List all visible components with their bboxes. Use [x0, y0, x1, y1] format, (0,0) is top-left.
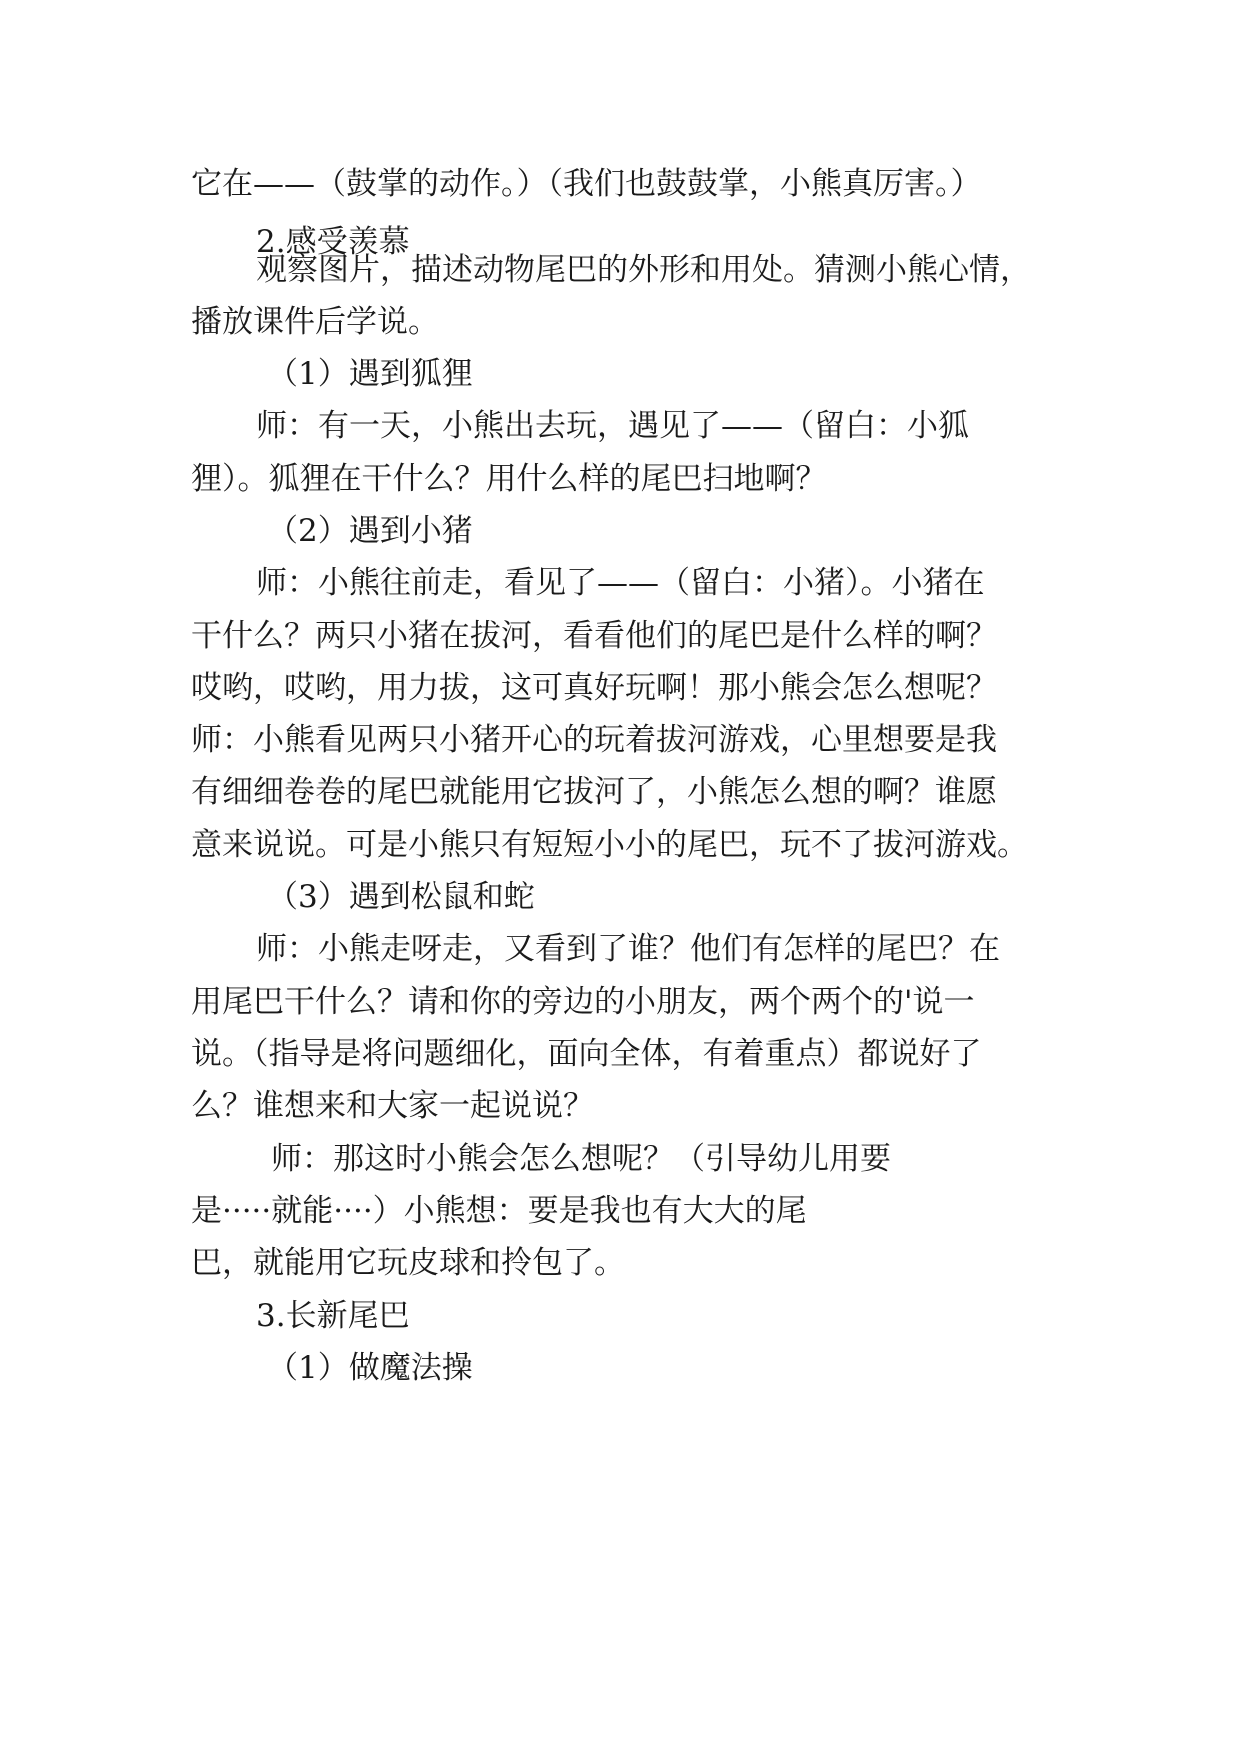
subsection-heading: （2）遇到小猪: [267, 513, 473, 549]
body-text-line: 干什么？两只小猪在拔河，看看他们的尾巴是什么样的啊？: [191, 618, 997, 654]
body-text-line: 师：那这时小熊会怎么想呢？（引导幼儿用要: [271, 1141, 891, 1177]
section-heading: 3.长新尾巴: [256, 1298, 410, 1334]
body-text-line: 意来说说。可是小熊只有短短小小的尾巴，玩不了拔河游戏。: [191, 827, 1028, 863]
body-text-line: 有细细卷卷的尾巴就能用它拔河了，小熊怎么想的啊？谁愿: [191, 774, 997, 810]
body-text-line: 说。（指导是将问题细化，面向全体，有着重点）都说好了: [191, 1036, 982, 1072]
body-text-line: 巴，就能用它玩皮球和拎包了。: [191, 1245, 625, 1281]
body-text-line: 师：小熊往前走，看见了——（留白：小猪）。小猪在: [256, 565, 985, 601]
subsection-heading: （3）遇到松鼠和蛇: [267, 879, 535, 915]
body-text-line: 么？谁想来和大家一起说说？: [191, 1088, 594, 1124]
body-text-line: 用尾巴干什么？请和你的旁边的小朋友，两个两个的'说一: [191, 984, 975, 1020]
body-text-line: 它在——（鼓掌的动作。）（我们也鼓鼓掌，小熊真厉害。）: [191, 166, 982, 202]
body-text-line: 播放课件后学说。: [191, 304, 439, 340]
body-text-line: 哎哟，哎哟，用力拔，这可真好玩啊！那小熊会怎么想呢？: [191, 670, 997, 706]
body-text-line: 师：小熊看见两只小猪开心的玩着拔河游戏，心里想要是我: [191, 722, 997, 758]
body-text-line: 师：小熊走呀走，又看到了谁？他们有怎样的尾巴？在: [256, 931, 1000, 967]
body-text-line: 师：有一天，小熊出去玩，遇见了——（留白：小狐: [256, 408, 969, 444]
body-text-line: 观察图片，描述动物尾巴的外形和用处。猜测小熊心情，: [256, 252, 1031, 288]
subsection-heading: （1）做魔法操: [267, 1350, 473, 1386]
body-text-line: 狸）。狐狸在干什么？用什么样的尾巴扫地啊？: [191, 461, 827, 497]
subsection-heading: （1）遇到狐狸: [267, 356, 473, 392]
body-text-line: 是·····就能····）小熊想：要是我也有大大的尾: [191, 1193, 807, 1229]
section-heading: 2.感受羡慕: [256, 224, 410, 260]
